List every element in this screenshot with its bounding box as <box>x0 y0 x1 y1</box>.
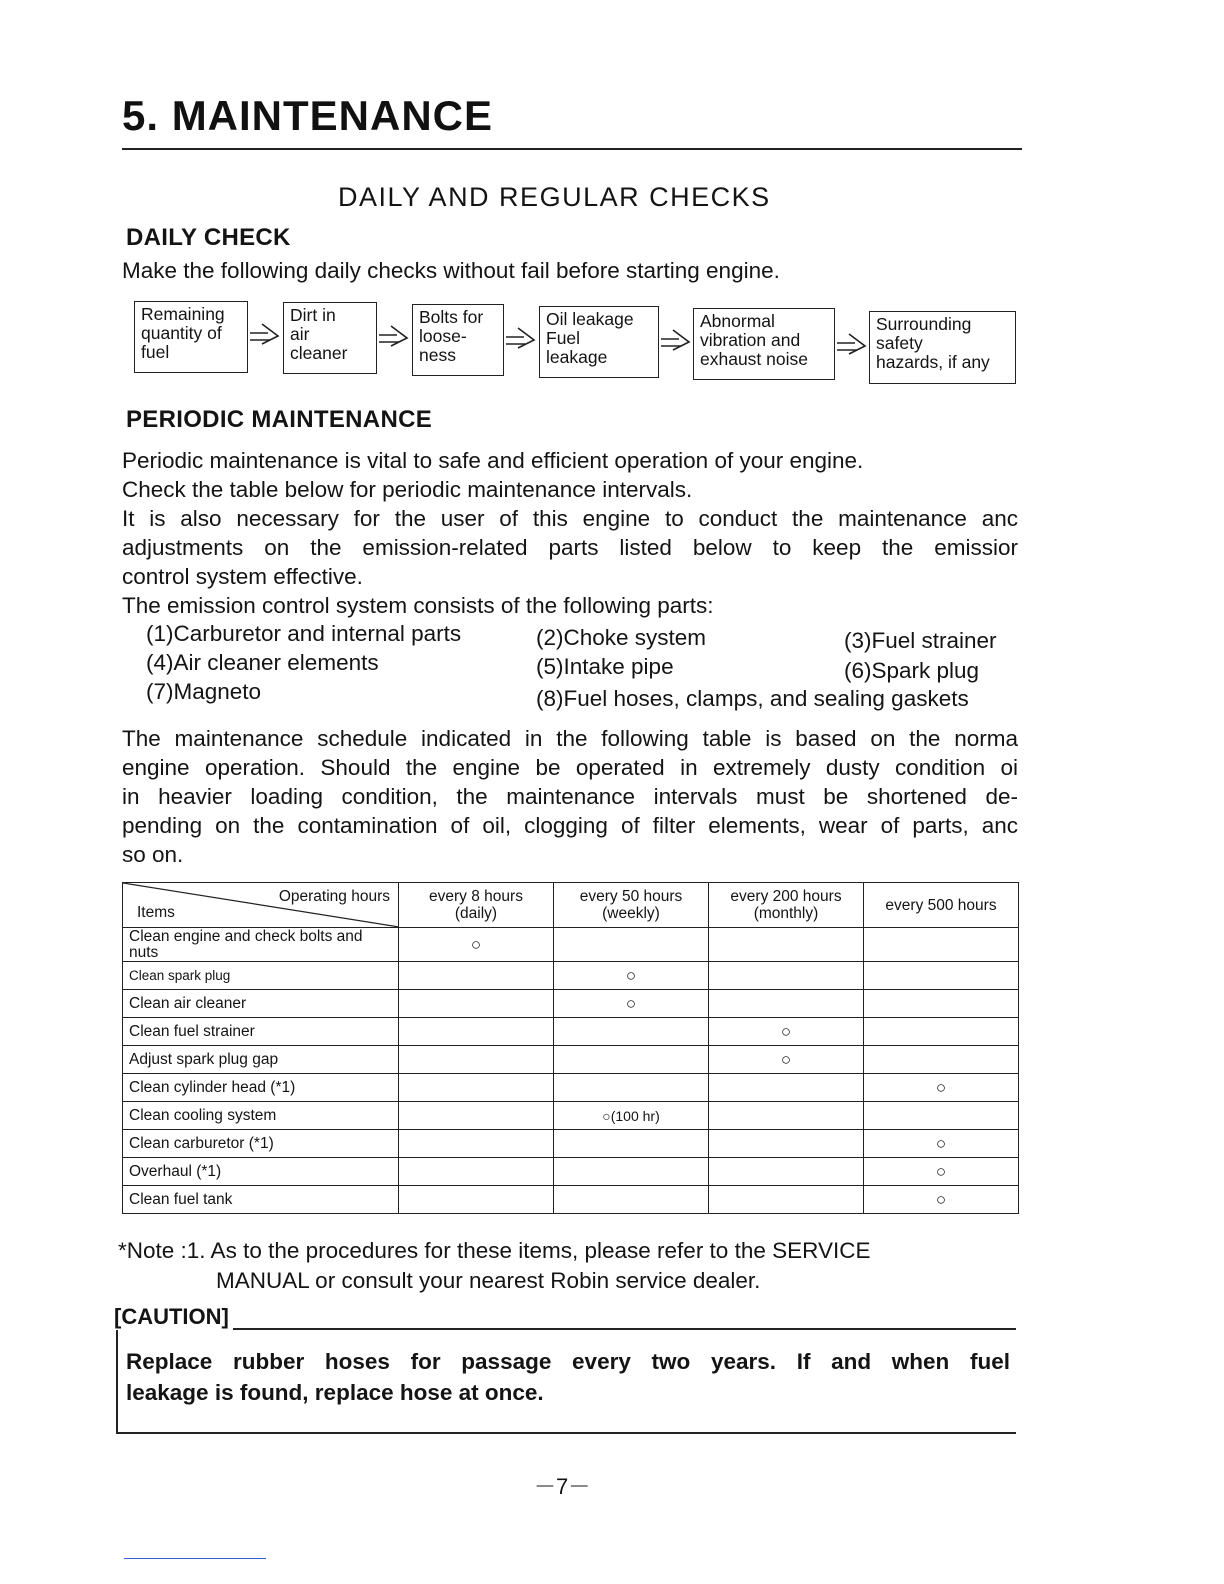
column-header-line: every 8 hours <box>429 888 523 905</box>
header-corner <box>123 883 399 928</box>
flow-step-leakage <box>539 306 659 378</box>
table-mark-cell <box>554 1186 709 1214</box>
part-item: (5)Intake pipe <box>536 654 674 679</box>
part-item: (3)Fuel strainer <box>844 628 997 653</box>
table-item-cell: Clean fuel tank <box>123 1186 399 1214</box>
table-mark-cell: ○ <box>864 1158 1019 1186</box>
table-mark-cell: ○(100 hr) <box>554 1102 709 1130</box>
table-mark-cell <box>709 1130 864 1158</box>
text-line: so on. <box>122 842 184 867</box>
flow-step-fuel <box>134 301 248 373</box>
table-mark-cell <box>709 1158 864 1186</box>
caution-label: [CAUTION] <box>114 1304 233 1330</box>
table-row <box>123 962 1019 990</box>
table-mark-cell <box>864 928 1019 962</box>
flow-step-vibration <box>693 308 835 380</box>
flow-text: Remaining <box>141 304 225 324</box>
column-header-line: (daily) <box>454 905 498 922</box>
part-item: (2)Choke system <box>536 625 707 650</box>
table-row <box>123 1186 1019 1214</box>
text-line: Check the table below for periodic maintenance intervals. <box>122 477 693 502</box>
column-header <box>399 883 554 928</box>
text-line: pending on the contamination of oil, clogging of filter elements, wear of parts, anc <box>122 813 1018 838</box>
maintenance-schedule-paragraph <box>122 724 1018 869</box>
table-mark-cell <box>399 1130 554 1158</box>
text-line: leakage is found, replace hose at once. <box>126 1380 544 1405</box>
table-mark-cell <box>399 1074 554 1102</box>
table-item-cell: Clean engine and check bolts and nuts <box>123 928 399 962</box>
column-header-line: (monthly) <box>753 905 819 922</box>
footer-rule <box>124 1558 266 1559</box>
text-line: MANUAL or consult your nearest Robin service dealer. <box>216 1268 761 1293</box>
table-mark-cell: ○ <box>864 1186 1019 1214</box>
text-line: Replace rubber hoses for passage every two years. If and when fuel <box>126 1349 1010 1374</box>
part-item: (4)Air cleaner elements <box>146 650 379 675</box>
items-label: Items <box>137 904 175 921</box>
table-row <box>123 1074 1019 1102</box>
table-mark-cell: ○ <box>709 1018 864 1046</box>
flow-text: Oil leakage <box>546 309 634 329</box>
table-mark-cell <box>399 990 554 1018</box>
part-item: (8)Fuel hoses, clamps, and sealing gaskets <box>536 686 969 711</box>
flow-text: Bolts for <box>419 307 484 327</box>
text-line: The maintenance schedule indicated in the following table is based on the norma <box>122 726 1018 751</box>
table-row <box>123 1046 1019 1074</box>
flow-text: Abnormal <box>700 311 775 331</box>
part-item: (7)Magneto <box>146 679 262 704</box>
table-mark-cell <box>399 1102 554 1130</box>
table-row <box>123 928 1019 962</box>
part-item: (1)Carburetor and internal parts <box>146 621 462 646</box>
table-mark-cell <box>709 1074 864 1102</box>
table-mark-cell <box>864 990 1019 1018</box>
column-header-line: every 500 hours <box>885 896 997 914</box>
daily-check-intro: Make the following daily checks without fail before starting engine. <box>122 258 780 283</box>
flow-arrow-icon <box>377 318 413 352</box>
table-mark-cell <box>399 1186 554 1214</box>
flow-text: quantity of <box>141 323 222 343</box>
table-item-cell: Adjust spark plug gap <box>123 1046 399 1074</box>
flow-step-bolts <box>412 304 504 376</box>
flow-text: safety <box>876 333 923 353</box>
text-line: engine operation. Should the engine be operated in extremely dusty condition oi <box>122 755 1018 780</box>
table-mark-cell <box>554 1130 709 1158</box>
operating-hours-label: Operating hours <box>278 888 390 905</box>
table-mark-cell <box>554 1046 709 1074</box>
flow-text: ness <box>419 345 456 365</box>
daily-check-heading: DAILY CHECK <box>126 224 291 251</box>
table-item-cell: Overhaul (*1) <box>123 1158 399 1186</box>
part-item: (6)Spark plug <box>844 658 980 683</box>
table-mark-cell <box>709 962 864 990</box>
flow-text: loose- <box>419 326 467 346</box>
table-item-cell: Clean cooling system <box>123 1102 399 1130</box>
column-header-line: every 50 hours <box>579 888 683 905</box>
caution-text <box>126 1346 1010 1408</box>
flow-text: vibration and <box>700 330 801 350</box>
flow-text: leakage <box>546 347 608 367</box>
flow-arrow-icon <box>248 316 284 350</box>
column-header <box>554 883 709 928</box>
flow-text: Surrounding <box>876 314 972 334</box>
table-mark-cell <box>709 1186 864 1214</box>
text-line: adjustments on the emission-related parts listed below to keep the emissior <box>122 535 1018 560</box>
table-item-cell: Clean air cleaner <box>123 990 399 1018</box>
flow-step-safety <box>869 311 1016 384</box>
table-mark-cell <box>709 928 864 962</box>
flow-step-air-cleaner <box>283 302 377 374</box>
table-mark-cell: ○ <box>554 990 709 1018</box>
table-mark-cell: ○ <box>709 1046 864 1074</box>
text-line: in heavier loading condition, the maintenance intervals must be shortened de- <box>122 784 1018 809</box>
table-mark-cell: ○ <box>554 962 709 990</box>
table-item-cell: Clean carburetor (*1) <box>123 1130 399 1158</box>
page-number: －7－ <box>534 1474 591 1499</box>
flow-text: Fuel <box>546 328 581 348</box>
table-row <box>123 1130 1019 1158</box>
table-mark-cell <box>399 1018 554 1046</box>
flow-text: Dirt in <box>290 305 336 325</box>
column-header <box>709 883 864 928</box>
table-mark-cell: ○ <box>864 1074 1019 1102</box>
chapter-rule <box>122 148 1022 150</box>
table-header-row <box>123 883 1019 928</box>
table-mark-cell <box>554 1158 709 1186</box>
table-mark-cell <box>864 962 1019 990</box>
maintenance-table <box>122 882 1019 1214</box>
table-mark-cell: ○ <box>399 928 554 962</box>
text-line: It is also necessary for the user of this engine to conduct the maintenance anc <box>122 506 1018 531</box>
table-mark-cell <box>554 1074 709 1102</box>
table-mark-cell <box>554 1018 709 1046</box>
table-row <box>123 1158 1019 1186</box>
table-mark-cell <box>399 1158 554 1186</box>
footnote <box>118 1236 870 1296</box>
table-item-cell: Clean fuel strainer <box>123 1018 399 1046</box>
flow-text: air <box>290 324 310 344</box>
periodic-maintenance-heading: PERIODIC MAINTENANCE <box>126 406 433 433</box>
table-mark-cell <box>864 1018 1019 1046</box>
table-mark-cell <box>864 1046 1019 1074</box>
table-mark-cell <box>554 928 709 962</box>
column-header-line: (weekly) <box>602 905 660 922</box>
flow-text: exhaust noise <box>700 349 808 369</box>
text-line: Periodic maintenance is vital to safe and efficient operation of your engine. <box>122 448 864 473</box>
table-item-cell: Clean cylinder head (*1) <box>123 1074 399 1102</box>
table-mark-cell <box>709 1102 864 1130</box>
periodic-emission-paragraph <box>122 504 1018 591</box>
flow-arrow-icon <box>659 322 695 356</box>
table-mark-cell <box>399 1046 554 1074</box>
column-header-line: every 200 hours <box>730 888 842 905</box>
table-mark-cell <box>709 990 864 1018</box>
column-header <box>864 883 1019 928</box>
table-mark-cell <box>864 1102 1019 1130</box>
table-item-cell: Clean spark plug <box>123 962 399 990</box>
chapter-title: 5. MAINTENANCE <box>122 92 494 139</box>
periodic-intro <box>122 446 863 504</box>
text-line: *Note :1. As to the procedures for these items, please refer to the SERVICE <box>118 1238 871 1263</box>
table-row <box>123 990 1019 1018</box>
table-row <box>123 1018 1019 1046</box>
flow-text: fuel <box>141 342 170 362</box>
table-mark-cell <box>399 962 554 990</box>
table-row <box>123 1102 1019 1130</box>
table-mark-cell: ○ <box>864 1130 1019 1158</box>
flow-arrow-icon <box>504 320 540 354</box>
flow-text: cleaner <box>290 343 348 363</box>
flow-arrow-icon <box>835 326 871 360</box>
emission-parts-intro: The emission control system consists of the following parts: <box>122 593 714 618</box>
section-title: DAILY AND REGULAR CHECKS <box>338 182 771 212</box>
text-line: control system effective. <box>122 564 363 589</box>
flow-text: hazards, if any <box>876 352 990 372</box>
